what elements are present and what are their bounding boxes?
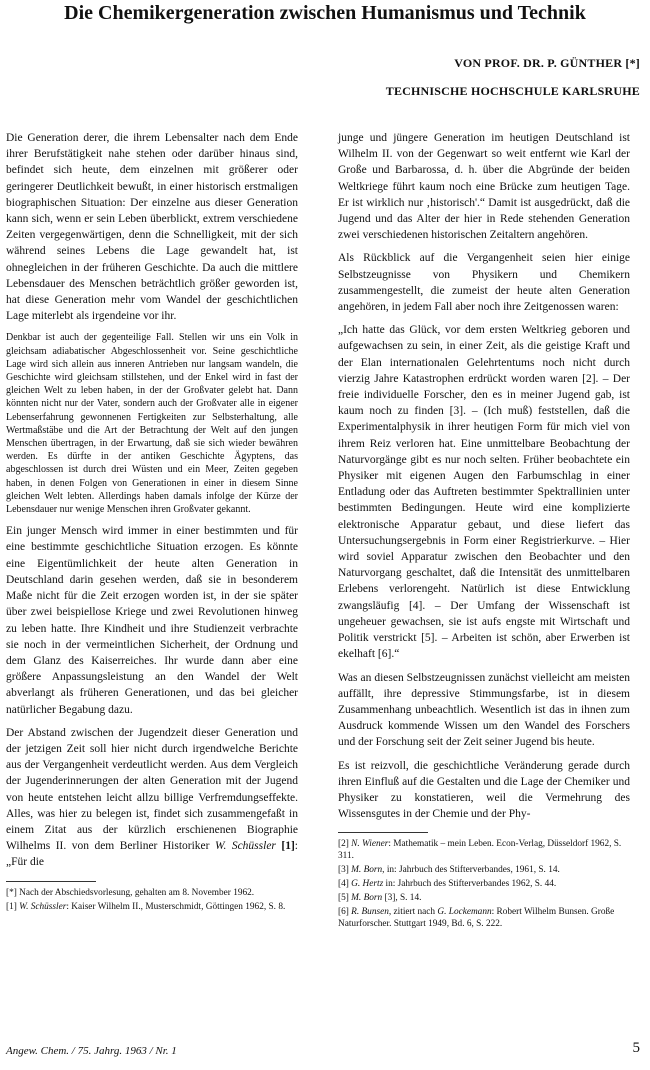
- footnote: [338, 838, 630, 862]
- paragraph: Ein junger Mensch wird immer in einer bestimmten und für eine bestimmte geschichtliche Situation erzogen. Es könnte eine Eigentümlichkeit der heute alten Generation in Deutschland darin gesehen werden, daß sie in besonderem Maße nicht für die Zeit erzogen worden ist, in der sie später über zwei beispiellose Kriege und zwei Revolutionen hinweg zu leben hatte. Ihre Kindheit und ihre Studienzeit verbrachte sie noch in der vermeintlichen Sicherheit, der Ordnung und dem Glanz des Kaiserreiches. Ihr wurde dann aber eine größere Anpassungsleistung an den Wandel der Welt abverlangt als früheren Generationen, und das bei gleicher natürlicher Begabung dazu.: [6, 525, 298, 716]
- footnote-text: in: Jahrbuch des Stifterverbandes 1962, S. 44.: [383, 879, 557, 890]
- footnote-text: , zitiert nach: [388, 907, 438, 918]
- text-run: : „Für die: [6, 840, 298, 869]
- text-run: Der Abstand zwischen der Jugendzeit dieser Generation und der jetzigen Zeit soll hier nicht durch irgendwelche Berichte aus der Vergangenheit verdeutlicht werden. Aus dem Vergleich der Jugenderinnerungen der alten Generation mit der Jugend von heute entstehen leicht allzu billige Verfremdungseffekte. Alles, was hier zu belegen ist, findet sich zusammengefaßt in einem Zitat aus der kürzlich erschienenen Biographie Wilhelms II. von dem Berliner Historiker: [6, 726, 298, 853]
- footnote: [338, 878, 630, 890]
- footnote-text: , in: Jahrbuch des Stifterverbandes, 1961, S. 14.: [382, 865, 560, 876]
- page-number: 5: [632, 1040, 640, 1056]
- cited-author: W. Schüssler: [214, 840, 276, 853]
- author-line: VON PROF. DR. P. GÜNTHER [*]: [454, 56, 640, 70]
- footnote-number: [6]: [338, 907, 352, 918]
- footnote-number: [2]: [338, 839, 352, 850]
- footnote-text: : Kaiser Wilhelm II., Musterschmidt, Göttingen 1962, S. 8.: [66, 901, 286, 912]
- footnote: [338, 892, 630, 904]
- footnote-author: R. Bunsen: [351, 907, 389, 918]
- footnote: [338, 864, 630, 876]
- left-column: [6, 130, 298, 915]
- paragraph: junge und jüngere Generation im heutigen Deutschland ist Wilhelm II. von der Gegenwart so weit entfernt wie Karl der Große und Barbarossa, d. h. über die Abgründe der beiden Weltkriege führt kaum noch eine Brücke zum heutigen Tage. Er ist wirklich nur ‚historisch'.“ Damit ist ausgedrückt, daß die Jugend und das Alter der hier in Rede stehenden Generation zwei verschiedenen historischen Zeitaltern angehören.: [338, 132, 630, 242]
- quote-block: „Ich hatte das Glück, vor dem ersten Weltkrieg geboren und aufgewachsen zu sein, in einer Zeit, als die geistige Kraft und der Elan internationalen Gelehrtentums noch nicht durch vierzig Jahre Katastrophen erdrückt worden waren [2]. – Der freie individuelle Forscher, den es in meiner Jugend gab, ist kaum noch zu finden [3]. – (Ich muß) feststellen, daß die Experimentalphysik in ihrer heutigen Form für mich viel von ihrem Reiz verloren hat. Eine unmittelbare Beobachtung der Naturvorgänge gibt es nur noch selten. Früher beobachtete ein Physiker mit eigenen Augen den Farbumschlag in einer Entladung oder das Auftreten bestimmter Spektrallinien unter bestimmten Bedingungen. Heute wird eine komplizierte elektronische Apparatur gebaut, und diese liefert das Untersuchungsergebnis in Form einer Registrierkurve. – Hier wird soviel Apparatur zwischen den Beobachter und den Naturvorgang geschaltet, daß die Intensität des unmittelbaren Erlebens verlorengeht. Natürlich ist diese Entwicklung zwangsläufig [4]. – Der Umfang der Wissenschaft ist ungeheuer gewachsen, sie ist aufs engste mit Wirtschaft und Politik verstrickt [5]. – Arbeiten ist schön, aber Erwerben ist ekelhaft [6].“: [338, 324, 630, 661]
- footnote-author: W. Schüssler: [19, 901, 67, 912]
- footnote-number: [3]: [338, 865, 352, 876]
- paragraph: Die Generation derer, die ihrem Lebensalter nach dem Ende ihrer Berufstätigkeit nahe stehen oder darüber hinaus sind, befindet sich heute, dem einzelnen mit größerer oder geringerer Deutlichkeit bewußt, in einer historisch erstmaligen biographischen Situation: Der einzelne aus dieser Generation kann sich, wenn er sein Leben überblickt, extrem verschiedene Zeiten vergegenwärtigen, denn die Schnelligkeit, mit der sich während seines Lebens die Lage gewandelt hat, ist ohnegleichen in der früheren Geschichte. Da auch die mittlere Lebensdauer des Menschen beträchtlich größer geworden ist, hat diese Generation mehr vom Wandel der geschichtlichen Lage miterlebt als irgendeine vor ihr.: [6, 132, 298, 323]
- footnote: [*] Nach der Abschiedsvorlesung, gehalten am 8. November 1962.: [6, 887, 255, 898]
- paragraph-small-print: Denkbar ist auch der gegenteilige Fall. Stellen wir uns ein Volk in gleichsam adiabatischer Abgeschlossenheit vor. Seine geschichtliche Lage wird sich allein aus inneren Antrieben nur langsam wandeln, die Geschichte wird gleichsam stillstehen, und der Enkel wird in fast der gleichen Welt zu leben haben, in der der Großvater gelebt hat. Dann könnten nicht nur der Vater, sondern auch der Großvater alle in eigener Lebenserfahrung gewonnenen Fertigkeiten zur Selbsterhaltung, alle Wertmaßstäbe und die Art der Betrachtung der Welt auf den jungen Menschen übertragen, in der Erwartung, daß sie sich wieder bewähren werden. Es dürfte in der antiken Geschichte Ägyptens, das abgeschlossen ist durch drei Wüsten und ein Meer, Zeiten gegeben haben, in denen Folgen von Generationen in einer in diesem Sinne gleichen Welt lebten. Allerdings haben damals infolge der Kürze der Lebensdauer nur wenige Menschen ihren Großvater gekannt.: [6, 332, 298, 516]
- institution-line: TECHNISCHE HOCHSCHULE KARLSRUHE: [385, 84, 640, 98]
- footnote: [6, 901, 298, 913]
- footnote-text: : Mathematik – mein Leben. Econ-Verlag, Düsseldorf 1962, S. 311.: [338, 839, 622, 862]
- reference-number: [1]: [275, 840, 295, 853]
- paragraph: Was an diesen Selbstzeugnissen zunächst vielleicht am meisten auffällt, ihre depressive Stimmungsfarbe, ist in diesem Zusammenhang unbeachtlich. Wesentlich ist das in ihnen zum Ausdruck kommende Wissen um den Wandel des Forschers und der Forschung seit der Zeit seiner Jugend bis heute.: [338, 671, 630, 749]
- footnote-author: N. Wiener: [351, 839, 389, 850]
- paragraph: [6, 725, 298, 871]
- right-column: [338, 130, 630, 932]
- journal-citation: Angew. Chem. / 75. Jahrg. 1963 / Nr. 1: [6, 1045, 177, 1057]
- footnote-divider: [6, 881, 96, 882]
- footnote-author: M. Born: [351, 893, 383, 904]
- footnote-author: G. Lockemann: [437, 907, 492, 918]
- footnote-number: [1]: [6, 901, 20, 912]
- footnote-text: [3], S. 14.: [382, 893, 422, 904]
- footnote-author: G. Hertz: [351, 879, 384, 890]
- article-title: Die Chemikergeneration zwischen Humanismus und Technik: [64, 2, 586, 24]
- footnote: [338, 906, 630, 930]
- footnote-number: [4]: [338, 879, 352, 890]
- footnote-author: M. Born: [351, 865, 383, 876]
- footnote-text: : Robert Wilhelm Bunsen. Große Naturforscher. Stuttgart 1949, Bd. 6, S. 222.: [338, 907, 615, 930]
- footnote-divider: [338, 832, 428, 833]
- paragraph: Als Rückblick auf die Vergangenheit seien hier einige Selbstzeugnisse von Physikern und Chemikern zusammengestellt, die zumeist der heute alten Generation angehören, in jedem Fall aber noch ihre Zeitgenossen waren:: [338, 252, 630, 314]
- paragraph: Es ist reizvoll, die geschichtliche Veränderung gerade durch ihren Einfluß auf die Gestalten und die Lage der Chemiker und Physiker zu konstatieren, weil die Vermehrung des Wissensgutes in der Chemie und der Phy-: [338, 759, 630, 821]
- footnote-number: [5]: [338, 893, 352, 904]
